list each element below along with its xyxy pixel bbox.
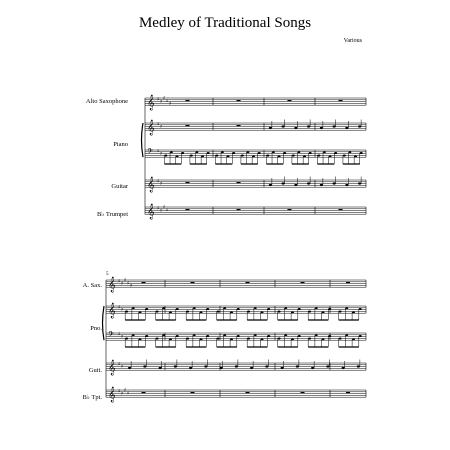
note-head <box>159 367 162 369</box>
treble-clef: 𝄞 <box>147 204 155 220</box>
system-2 <box>103 278 367 403</box>
note-head <box>329 155 332 157</box>
treble-clef: 𝄞 <box>108 303 116 319</box>
treble-clef: 𝄞 <box>147 177 155 193</box>
note-head <box>206 335 209 337</box>
note-head <box>345 334 348 336</box>
note-head <box>201 155 204 157</box>
note-head <box>132 334 135 336</box>
note-head <box>323 151 326 153</box>
note-head <box>321 338 324 340</box>
note-head <box>193 334 196 336</box>
note-head <box>164 154 167 156</box>
note-head <box>265 365 268 367</box>
composer-credit: Various <box>343 38 362 44</box>
note-head <box>345 184 348 186</box>
sharp-sign: ♯ <box>160 208 163 215</box>
note-head <box>282 125 285 127</box>
note-head <box>207 152 210 154</box>
note-head <box>278 155 281 157</box>
sharp-sign: ♯ <box>121 334 124 341</box>
sharp-sign: ♯ <box>157 96 160 103</box>
note-head <box>320 127 323 129</box>
note-head <box>269 184 272 186</box>
whole-rest <box>186 182 190 183</box>
note-head <box>298 335 301 337</box>
bass-clef: 𝄢 <box>108 331 114 341</box>
note-head <box>132 307 135 309</box>
note-head <box>235 365 238 367</box>
note-head <box>291 338 294 340</box>
note-head <box>232 152 235 154</box>
note-head <box>278 310 281 312</box>
note-head <box>334 152 337 154</box>
note-head <box>309 152 312 154</box>
whole-rest <box>288 209 292 210</box>
sharp-sign: ♯ <box>166 98 169 105</box>
note-head <box>328 308 331 310</box>
note-head <box>260 338 263 340</box>
note-head <box>143 365 146 367</box>
note-head <box>252 155 255 157</box>
note-head <box>186 337 189 339</box>
note-head <box>237 308 240 310</box>
whole-rest <box>301 392 305 393</box>
note-head <box>254 307 257 309</box>
note-head <box>342 367 345 369</box>
note-head <box>359 308 362 310</box>
note-head <box>220 367 223 369</box>
note-head <box>237 335 240 337</box>
treble-clef: 𝄞 <box>147 95 155 111</box>
label-alto-saxophone: Alto Saxophone <box>85 98 128 105</box>
note-head <box>190 154 193 156</box>
note-head <box>125 310 128 312</box>
piano-brace <box>142 123 144 157</box>
sharp-sign: ♯ <box>124 387 127 394</box>
note-head <box>333 182 336 184</box>
system-1 <box>142 96 367 220</box>
note-head <box>339 310 342 312</box>
note-head <box>176 335 179 337</box>
treble-clef: 𝄞 <box>108 360 116 376</box>
note-head <box>339 337 342 339</box>
note-head <box>354 155 357 157</box>
label-a-sax: A. Sax. <box>82 282 102 289</box>
note-head <box>125 337 128 339</box>
note-head <box>315 307 318 309</box>
measure-number: 5 <box>106 272 109 277</box>
note-head <box>358 125 361 127</box>
label-pno: Pno. <box>90 325 102 332</box>
note-head <box>284 307 287 309</box>
note-head <box>296 365 299 367</box>
note-head <box>317 154 320 156</box>
note-head <box>281 367 284 369</box>
label-guitar: Guitar <box>111 183 128 190</box>
note-head <box>284 334 287 336</box>
whole-rest <box>339 209 343 210</box>
note-head <box>254 334 257 336</box>
note-head <box>217 337 220 339</box>
note-head <box>291 311 294 313</box>
note-head <box>326 365 329 367</box>
note-head <box>199 311 202 313</box>
sharp-sign: ♯ <box>166 207 169 214</box>
note-head <box>357 365 360 367</box>
note-head <box>246 151 249 153</box>
note-head <box>343 154 346 156</box>
label-b-tpt: B♭ Tpt. <box>82 394 102 401</box>
whole-rest <box>142 282 146 283</box>
sharp-sign: ♯ <box>157 178 160 185</box>
note-head <box>247 310 250 312</box>
whole-rest <box>237 100 241 101</box>
sharp-sign: ♯ <box>130 283 133 289</box>
note-head <box>193 307 196 309</box>
sharp-sign: ♯ <box>160 181 163 188</box>
whole-rest <box>301 282 305 283</box>
whole-rest <box>346 392 350 393</box>
whole-rest <box>339 100 343 101</box>
note-head <box>352 338 355 340</box>
note-head <box>250 367 253 369</box>
note-head <box>206 308 209 310</box>
whole-rest <box>186 125 190 126</box>
note-head <box>176 308 179 310</box>
sharp-sign: ♯ <box>169 101 172 107</box>
whole-rest <box>237 182 241 183</box>
whole-rest <box>246 282 250 283</box>
whole-rest <box>246 392 250 393</box>
note-head <box>230 311 233 313</box>
note-head <box>258 152 261 154</box>
note-head <box>292 154 295 156</box>
note-head <box>269 127 272 129</box>
sharp-sign: ♯ <box>160 151 163 158</box>
sharp-sign: ♯ <box>157 205 160 212</box>
note-head <box>359 335 362 337</box>
note-head <box>156 310 159 312</box>
note-head <box>186 310 189 312</box>
note-head <box>260 311 263 313</box>
note-head <box>283 152 286 154</box>
whole-rest <box>191 392 195 393</box>
label-piano: Piano <box>113 141 128 148</box>
note-head <box>162 307 165 309</box>
note-head <box>303 155 306 157</box>
note-head <box>358 182 361 184</box>
treble-clef: 𝄞 <box>108 277 116 293</box>
whole-rest <box>186 209 190 210</box>
whole-rest <box>191 282 195 283</box>
note-head <box>348 151 351 153</box>
note-head <box>241 154 244 156</box>
note-head <box>227 155 230 157</box>
note-head <box>307 182 310 184</box>
sharp-sign: ♯ <box>121 364 124 371</box>
treble-clef: 𝄞 <box>147 120 155 136</box>
note-head <box>189 367 192 369</box>
bass-clef: 𝄢 <box>147 148 153 158</box>
note-head <box>311 367 314 369</box>
note-head <box>320 184 323 186</box>
note-head <box>204 365 207 367</box>
sharp-sign: ♯ <box>127 390 130 397</box>
sharp-sign: ♯ <box>118 304 121 311</box>
whole-rest <box>142 392 146 393</box>
note-head <box>294 184 297 186</box>
note-head <box>345 127 348 129</box>
sharp-sign: ♯ <box>121 281 124 288</box>
note-head <box>195 151 198 153</box>
whole-rest <box>237 209 241 210</box>
sharp-sign: ♯ <box>127 280 130 287</box>
note-head <box>145 308 148 310</box>
note-head <box>128 367 131 369</box>
note-head <box>230 338 233 340</box>
piano-brace <box>103 306 105 340</box>
note-head <box>138 311 141 313</box>
note-head <box>176 155 179 157</box>
note-head <box>162 334 165 336</box>
note-head <box>170 151 173 153</box>
whole-rest <box>237 125 241 126</box>
label-guit: Guit. <box>88 367 102 374</box>
note-head <box>217 310 220 312</box>
sharp-sign: ♯ <box>160 99 163 106</box>
note-head <box>169 311 172 313</box>
note-head <box>223 334 226 336</box>
note-head <box>199 338 202 340</box>
sharp-sign: ♯ <box>157 121 160 128</box>
note-head <box>247 337 250 339</box>
note-head <box>307 125 310 127</box>
sharp-sign: ♯ <box>118 388 121 395</box>
sharp-sign: ♯ <box>163 204 166 211</box>
note-head <box>278 337 281 339</box>
sharp-sign: ♯ <box>121 307 124 314</box>
note-head <box>298 308 301 310</box>
treble-clef: 𝄞 <box>108 387 116 403</box>
score-title: Medley of Traditional Songs <box>138 15 312 31</box>
note-head <box>345 307 348 309</box>
note-head <box>181 152 184 154</box>
whole-rest <box>288 100 292 101</box>
note-head <box>156 337 159 339</box>
sharp-sign: ♯ <box>118 278 121 285</box>
note-head <box>138 338 141 340</box>
note-head <box>297 151 300 153</box>
note-head <box>266 154 269 156</box>
note-head <box>352 311 355 313</box>
note-head <box>145 335 148 337</box>
note-head <box>282 182 285 184</box>
note-head <box>360 152 363 154</box>
note-head <box>169 338 172 340</box>
note-head <box>221 151 224 153</box>
note-head <box>328 335 331 337</box>
note-head <box>223 307 226 309</box>
label-trumpet: B♭ Trumpet <box>96 211 128 218</box>
note-head <box>308 337 311 339</box>
note-head <box>174 365 177 367</box>
note-head <box>267 335 270 337</box>
sharp-sign: ♯ <box>121 391 124 398</box>
whole-rest <box>346 282 350 283</box>
sharp-sign: ♯ <box>118 331 121 338</box>
note-head <box>315 334 318 336</box>
sharp-sign: ♯ <box>124 277 127 284</box>
note-head <box>267 308 270 310</box>
whole-rest <box>186 100 190 101</box>
sharp-sign: ♯ <box>163 95 166 102</box>
sharp-sign: ♯ <box>118 361 121 368</box>
sharp-sign: ♯ <box>157 148 160 155</box>
note-head <box>321 311 324 313</box>
note-head <box>333 125 336 127</box>
note-head <box>215 154 218 156</box>
note-head <box>294 127 297 129</box>
sharp-sign: ♯ <box>160 124 163 131</box>
note-head <box>308 310 311 312</box>
note-head <box>272 151 275 153</box>
